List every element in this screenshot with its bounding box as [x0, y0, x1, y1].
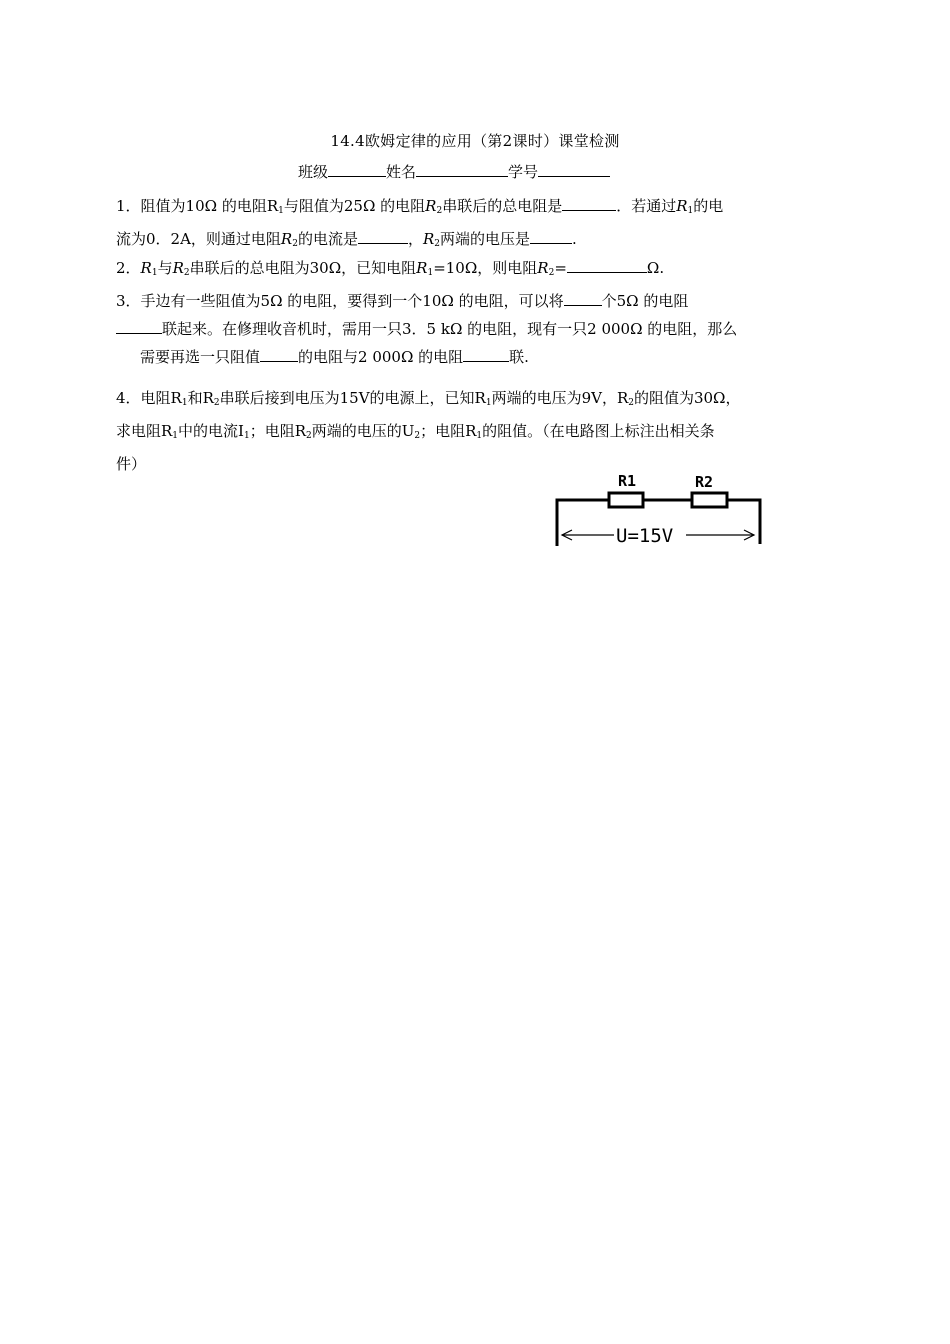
question-4: [116, 384, 816, 478]
page-title: 14.4欧姆定律的应用（第2课时）课堂检测: [330, 132, 620, 150]
question-3-line-2: 联起来。在修理收音机时，需用一只3．5 kΩ 的电阻，现有一只2 000Ω 的电阻，那么: [116, 315, 816, 343]
name-label: 姓名: [386, 163, 417, 181]
resistor-r2: [692, 493, 727, 507]
r2-label: R2: [695, 473, 714, 491]
q1-blank-voltage[interactable]: [530, 229, 572, 244]
question-4-line-1: 4．电阻$R_1$和$R_2$串联后接到电压为15V的电源上，已知$R_1$两端的电压为9V，$R_2$的阻值为30Ω，: [116, 389, 741, 408]
question-3-line-1: 3．手边有一些阻值为5Ω 的电阻，要得到一个10Ω 的电阻，可以将 个5Ω 的电阻: [116, 292, 689, 310]
q3-blank-connection-2[interactable]: [463, 347, 509, 362]
q3-blank-count[interactable]: [564, 291, 602, 306]
question-3: [116, 287, 816, 371]
q1-blank-total-resistance[interactable]: [562, 196, 616, 211]
student-info-line: [298, 161, 610, 182]
question-3-line-3: 需要再选一只阻值 的电阻与2 000Ω 的电阻 联.: [140, 348, 529, 366]
r1-label: R1: [618, 472, 637, 490]
question-1-line-2: 流为0．2A，则通过电阻$R_2$的电流是 ，$R_2$两端的电压是 .: [116, 230, 577, 249]
class-label: 班级: [298, 163, 329, 181]
resistor-r1: [609, 493, 643, 507]
question-2: [116, 254, 816, 287]
voltage-label: U=15V: [616, 525, 674, 547]
id-label: 学号: [508, 163, 539, 181]
circuit-diagram: [552, 466, 766, 548]
question-1: [116, 192, 816, 258]
question-4-line-2: 求电阻$R_1$中的电流$I_1$；电阻$R_2$两端的电压的$U_2$；电阻$R_1$的阻值。（在电路图上标注出相关条: [116, 422, 715, 441]
q3-blank-connection-1[interactable]: [116, 319, 162, 334]
question-4-line-3: 件）: [116, 455, 147, 473]
q2-blank-r2[interactable]: [567, 258, 647, 273]
id-blank[interactable]: [538, 162, 610, 177]
q1-blank-current[interactable]: [358, 229, 408, 244]
q3-blank-resistance[interactable]: [260, 347, 298, 362]
class-blank[interactable]: [328, 162, 386, 177]
question-2-line-1: 2．$R_1$与$R_2$串联后的总电阻为30Ω，已知电阻$R_1=10\Omega$，则电阻$R_2= \Omega$.: [116, 259, 665, 278]
name-blank[interactable]: [416, 162, 508, 177]
question-1-line-1: 1．阻值为10Ω 的电阻$R_1$与阻值为25Ω 的电阻$R_2$串联后的总电阻是 ．若通过$R_1$的电: [116, 197, 724, 216]
